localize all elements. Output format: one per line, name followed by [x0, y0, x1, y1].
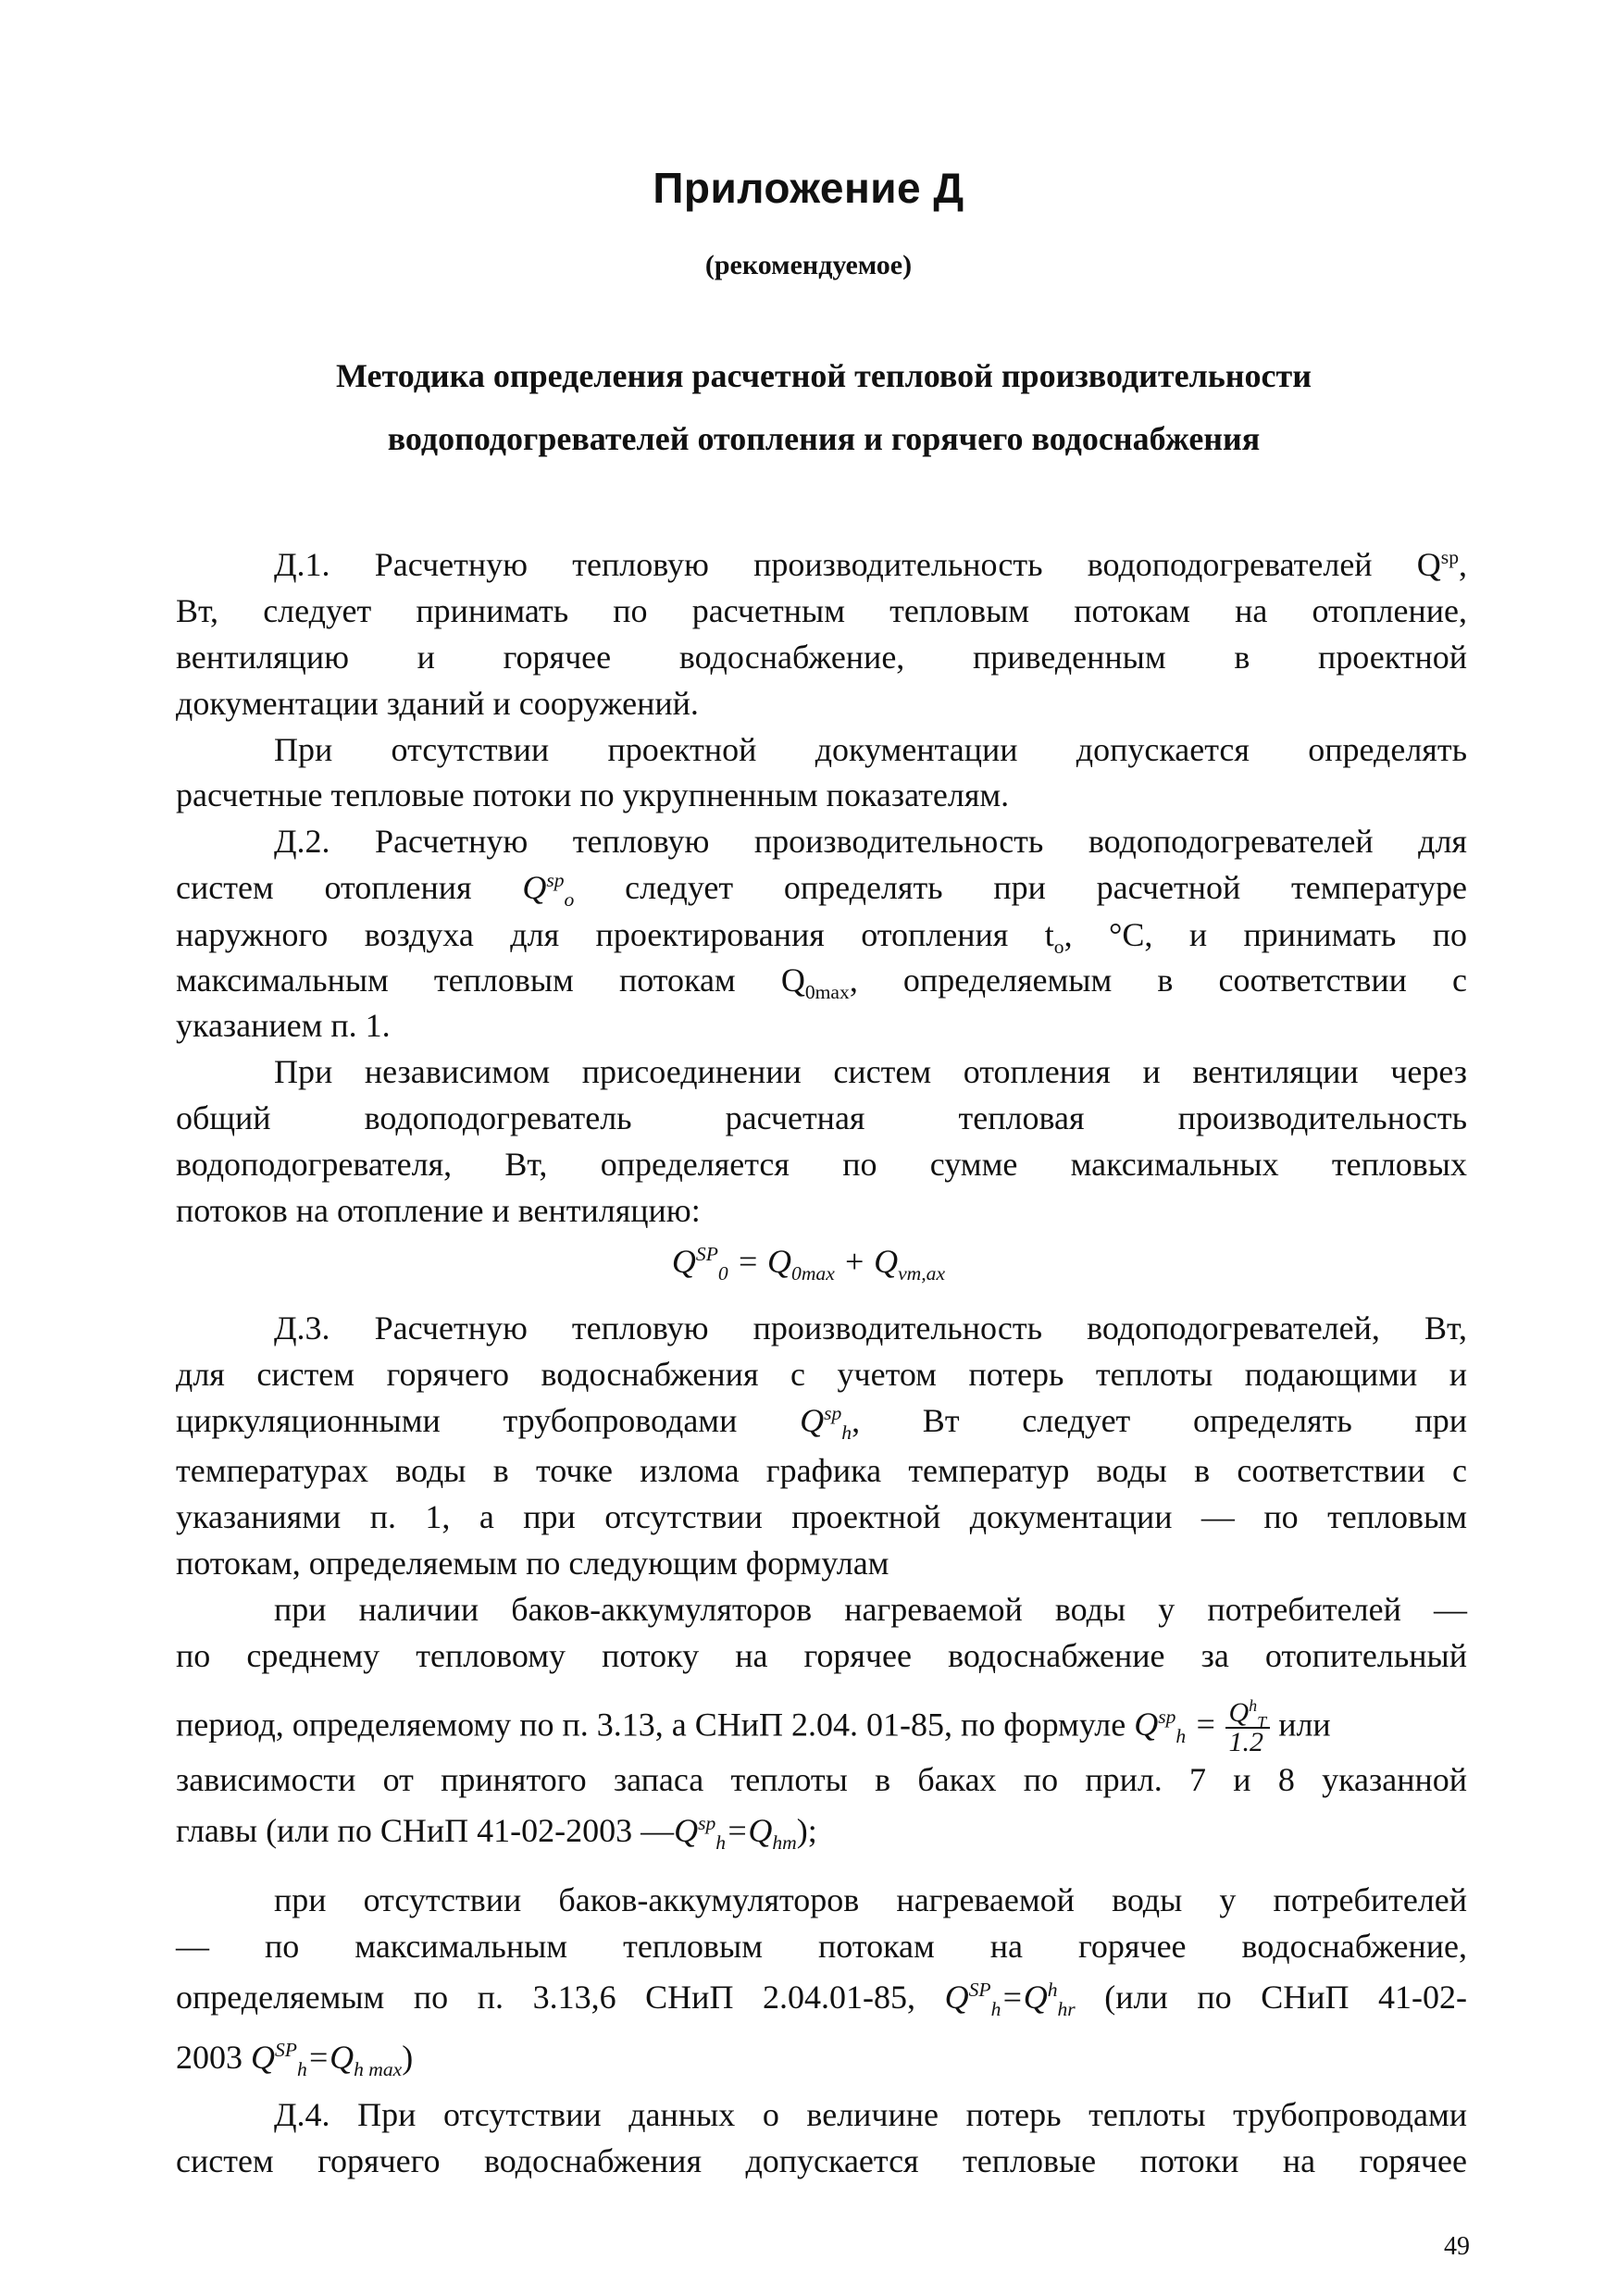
paragraph-line: Д.1. Расчетную тепловую производительность водоподогревателей $Q^{sp}$, [274, 546, 1467, 583]
paragraph-line: максимальным тепловым потокам $Q_{0max}$, определяемым в соответствии с [176, 962, 1467, 1004]
paragraph-line: для систем горячего водоснабжения с учетом потерь теплоты подающими и [176, 1356, 1467, 1393]
paragraph-line: водоподогревателя, Вт, определяется по сумме максимальных тепловых [176, 1146, 1467, 1183]
appendix-subtitle: (рекомендуемое) [704, 250, 913, 280]
paragraph-line: вентиляцию и горячее водоснабжение, приведенным в проектной [176, 639, 1467, 676]
paragraph-line: при наличии баков-аккумуляторов нагреваемой воды у потребителей — [274, 1591, 1467, 1628]
paragraph-line: потокам, определяемым по следующим формулам [176, 1545, 889, 1582]
section-title-line-1: Методика определения расчетной тепловой производительности [336, 357, 1312, 394]
paragraph-line: потоков на отопление и вентиляцию: [176, 1192, 701, 1229]
page-number: 49 [1444, 2232, 1470, 2261]
paragraph-line: указаниями п. 1, а при отсутствии проектной документации — по тепловым [176, 1498, 1467, 1535]
formula-q0sp: $Q^{sp}_o$ [522, 869, 575, 912]
paragraph-line: Д.2. Расчетную тепловую производительность водоподогревателей для [274, 823, 1467, 860]
paragraph-line: при отсутствии баков-аккумуляторов нагреваемой воды у потребителей [274, 1881, 1467, 1918]
paragraph-line: При отсутствии проектной документации допускается определять [274, 731, 1467, 768]
section-title-line-2: водоподогревателей отопления и горячего водоснабжения [387, 420, 1261, 457]
paragraph-line: период, определяемому по п. 3.13, а СНиП 2.04. 01-85, по формуле $Q^{sp}_h$ = $\frac{Q^h_T}{1.2}$ или [176, 1696, 1331, 1757]
formula-qhsp: $Q^{sp}_h$ [800, 1402, 852, 1445]
paragraph-line: указанием п. 1. [176, 1007, 391, 1044]
paragraph-line: температурах воды в точке излома графика температур воды в соответствии с [176, 1452, 1467, 1489]
paragraph-line: систем отопления $Q^{sp}_o$ следует определять при расчетной температуре [176, 869, 1468, 912]
formula-qhsp-hmax: $Q^{SP}_h=Q_{h max}$ [251, 2039, 403, 2081]
formula-q0-sum: $Q^{SP}_0 = Q_{0max} + Q_{vm,ax}$ [671, 1243, 946, 1285]
paragraph-line: определяемым по п. 3.13,6 СНиП 2.04.01-85, $Q^{SP}_h=Q^h_{hr}$ (или по СНиП 41-02- [176, 1979, 1468, 2021]
paragraph-line: При независимом присоединении систем отопления и вентиляции через [274, 1053, 1467, 1090]
paragraph-line: — по максимальным тепловым потокам на горячее водоснабжение, [176, 1928, 1467, 1965]
paragraph-line: расчетные тепловые потоки по укрупненным показателям. [176, 776, 1010, 813]
paragraph-line: Д.4. При отсутствии данных о величине потерь теплоты трубопроводами [274, 2096, 1467, 2133]
formula-qhsp-hr: $Q^{SP}_h=Q^h_{hr}$ [944, 1979, 1076, 2021]
paragraph-line: 2003 $Q^{SP}_h=Q_{h max}$) [176, 2039, 414, 2081]
paragraph-line: общий водоподогреватель расчетная тепловая производительность [176, 1099, 1467, 1136]
paragraph-line: документации зданий и сооружений. [176, 685, 699, 722]
paragraph-line: наружного воздуха для проектирования отопления $t_o$, °С, и принимать по [176, 916, 1467, 959]
paragraph-line: главы (или по СНиП 41-02-2003 $—Q^{sp}_h=Q_{hm}$); [176, 1812, 817, 1855]
formula-qhsp-hm: $Q^{sp}_h=Q_{hm}$ [674, 1812, 797, 1855]
paragraph-line: по среднему тепловому потоку на горячее водоснабжение за отопительный [176, 1637, 1467, 1674]
paragraph-line: Вт, следует принимать по расчетным тепловым потокам на отопление, [176, 592, 1467, 629]
formula-qhsp-fraction: $Q^{sp}_h$ = $\frac{Q^h_T}{1.2}$ [1134, 1706, 1270, 1743]
paragraph-line: систем горячего водоснабжения допускается тепловые потоки на горячее [176, 2142, 1467, 2179]
paragraph-line: зависимости от принятого запаса теплоты в баках по прил. 7 и 8 указанной [176, 1761, 1467, 1798]
paragraph-line: Д.3. Расчетную тепловую производительность водоподогревателей, Вт, [274, 1309, 1467, 1347]
appendix-title: Приложение Д [653, 164, 964, 212]
paragraph-line: циркуляционными трубопроводами $Q^{sp}_h$, Вт следует определять при [176, 1402, 1467, 1445]
